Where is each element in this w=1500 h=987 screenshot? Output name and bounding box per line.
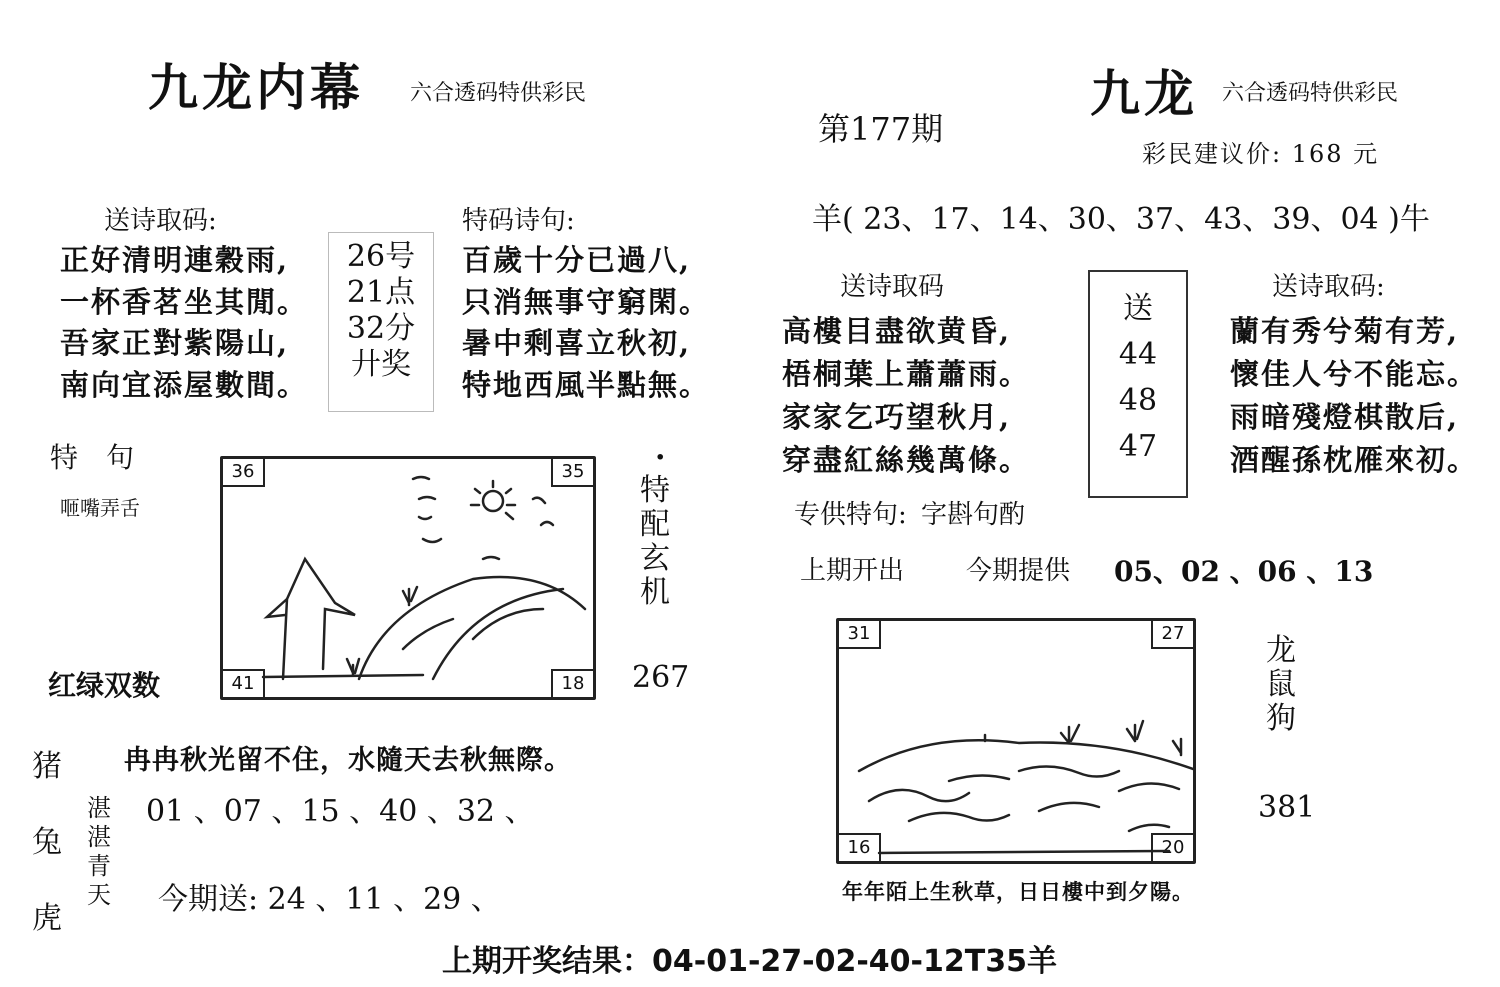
poem-line: 穿盡紅絲幾萬條。 <box>782 443 1031 477</box>
poem-line: 懷佳人兮不能忘。 <box>1230 357 1479 391</box>
special-poem-line: 特地西風半點無。 <box>462 367 711 402</box>
left-code-box <box>328 232 434 412</box>
side-char: 玄 <box>640 541 670 576</box>
zhan-char: 湛 <box>87 794 111 822</box>
left-picture <box>220 456 596 700</box>
animal-char: 虎 <box>32 901 62 936</box>
side-char: 鼠 <box>1266 667 1296 702</box>
special-poem-label: 特码诗句: <box>462 206 575 236</box>
water-sketch <box>839 621 1193 861</box>
send-box-item: 送 <box>1123 291 1153 326</box>
left-poem-label: 送诗取码: <box>104 206 217 236</box>
zhuan-label: 专供特句: <box>794 500 907 530</box>
right-poem-right <box>1230 310 1478 482</box>
tejv-text: 咂嘴弄舌 <box>60 496 140 520</box>
side-dot: · <box>655 440 666 475</box>
tejv-label: 特 句 <box>50 441 135 474</box>
last-label: 上期开出 <box>800 556 905 586</box>
send-box-item: 48 <box>1118 383 1158 418</box>
right-side-vertical <box>1264 634 1298 736</box>
range-values: ( 23、17、14、30、37、43、39、04 ) <box>842 202 1400 237</box>
left-numbers: 01 、07 、15 、40 、32 、 <box>146 794 535 829</box>
special-poem-line: 百歲十分已過八, <box>462 243 692 277</box>
send-numbers: 24 、11 、29 、 <box>267 882 501 917</box>
price-value: 168 元 <box>1291 140 1380 168</box>
left-title: 九龙内幕 <box>148 58 364 117</box>
send-label: 今期送: <box>158 882 259 917</box>
left-subtitle: 六合透码特供彩民 <box>410 81 587 106</box>
side-char: 特 <box>640 473 670 508</box>
poem-line: 雨暗殘燈棋散后, <box>1230 400 1460 434</box>
right-send-box <box>1088 270 1188 498</box>
special-poem-line: 只消無事守窮閑。 <box>462 284 711 319</box>
left-poem-line: 南向宜添屋數間。 <box>60 367 309 402</box>
right-poem-left <box>782 310 1030 482</box>
price-label: 彩民建议价: <box>1142 140 1283 168</box>
picture-corner-number: 16 <box>839 833 881 861</box>
special-poem <box>462 240 710 406</box>
zhan-char: 湛 <box>87 823 111 851</box>
left-side-number: 267 <box>632 660 690 695</box>
right-side-number: 381 <box>1258 790 1316 825</box>
poem-line: 梧桐葉上蕭蕭雨。 <box>782 357 1031 391</box>
side-char: 机 <box>640 575 670 610</box>
range-start: 羊 <box>812 202 842 237</box>
picture-corner-number: 20 <box>1151 833 1193 861</box>
animals-vertical <box>30 748 64 976</box>
picture-corner-number: 27 <box>1151 621 1193 649</box>
animal-char: 猪 <box>32 749 62 784</box>
side-char: 龙 <box>1266 633 1296 668</box>
right-poem-label-right: 送诗取码: <box>1272 272 1385 302</box>
offer-numbers: 05、02 、06 、13 <box>1114 555 1374 588</box>
left-poem-line: 一杯香茗坐其閒。 <box>60 284 309 319</box>
left-poem-line: 正好清明連穀雨, <box>60 243 290 277</box>
side-char: 狗 <box>1266 701 1296 736</box>
right-picture <box>836 618 1196 864</box>
poem-line: 高樓目盡欲黄昏, <box>782 314 1012 348</box>
poem-line: 酒醒孫枕雁來初。 <box>1230 443 1479 477</box>
zhuan-text: 字斟句酌 <box>921 500 1026 530</box>
zhuan-row <box>794 494 1025 531</box>
code-item: 21点 <box>346 275 416 310</box>
picture-corner-number: 18 <box>551 669 593 697</box>
send-row <box>158 874 501 918</box>
send-box-item: 47 <box>1118 429 1158 464</box>
picture-corner-number: 41 <box>223 669 265 697</box>
last-result: 上期开奖结果：04-01-27-02-40-12T35羊 <box>442 944 1057 979</box>
picture-corner-number: 36 <box>223 459 265 487</box>
right-poem-label-left: 送诗取码 <box>840 272 945 302</box>
offer-label: 今期提供 <box>966 556 1071 586</box>
poem-line: 蘭有秀兮菊有芳, <box>1230 314 1460 348</box>
code-item: 26号 <box>346 239 416 274</box>
side-char: 配 <box>640 507 670 542</box>
right-title: 九龙 <box>1090 64 1198 123</box>
send-box-item: 44 <box>1118 337 1158 372</box>
code-item: 廾奖 <box>351 347 411 382</box>
zhan-char: 青 <box>87 852 111 880</box>
range-end: 牛 <box>1399 202 1430 237</box>
landscape-sketch <box>223 459 593 697</box>
left-poem-line-bottom: 冉冉秋光留不住，水隨天去秋無際。 <box>124 745 572 776</box>
side-vertical-text <box>638 474 672 610</box>
hongly-text: 红绿双数 <box>48 669 161 702</box>
picture-corner-number: 35 <box>551 459 593 487</box>
left-poem <box>60 240 308 406</box>
picture-corner-number: 31 <box>839 621 881 649</box>
special-poem-line: 暑中剩喜立秋初, <box>462 326 692 360</box>
zhan-char: 天 <box>87 881 111 909</box>
left-poem-line: 吾家正對紫陽山, <box>60 326 290 360</box>
animal-char: 兔 <box>32 825 62 860</box>
price-row <box>1142 134 1379 169</box>
zhan-vertical <box>82 794 116 910</box>
right-caption: 年年陌上生秋草，日日樓中到夕陽。 <box>842 879 1194 904</box>
range-row <box>812 194 1430 238</box>
issue-number: 第177期 <box>818 110 944 148</box>
code-item: 32分 <box>346 311 416 346</box>
right-subtitle: 六合透码特供彩民 <box>1222 81 1399 106</box>
poem-line: 家家乞巧望秋月, <box>782 400 1012 434</box>
